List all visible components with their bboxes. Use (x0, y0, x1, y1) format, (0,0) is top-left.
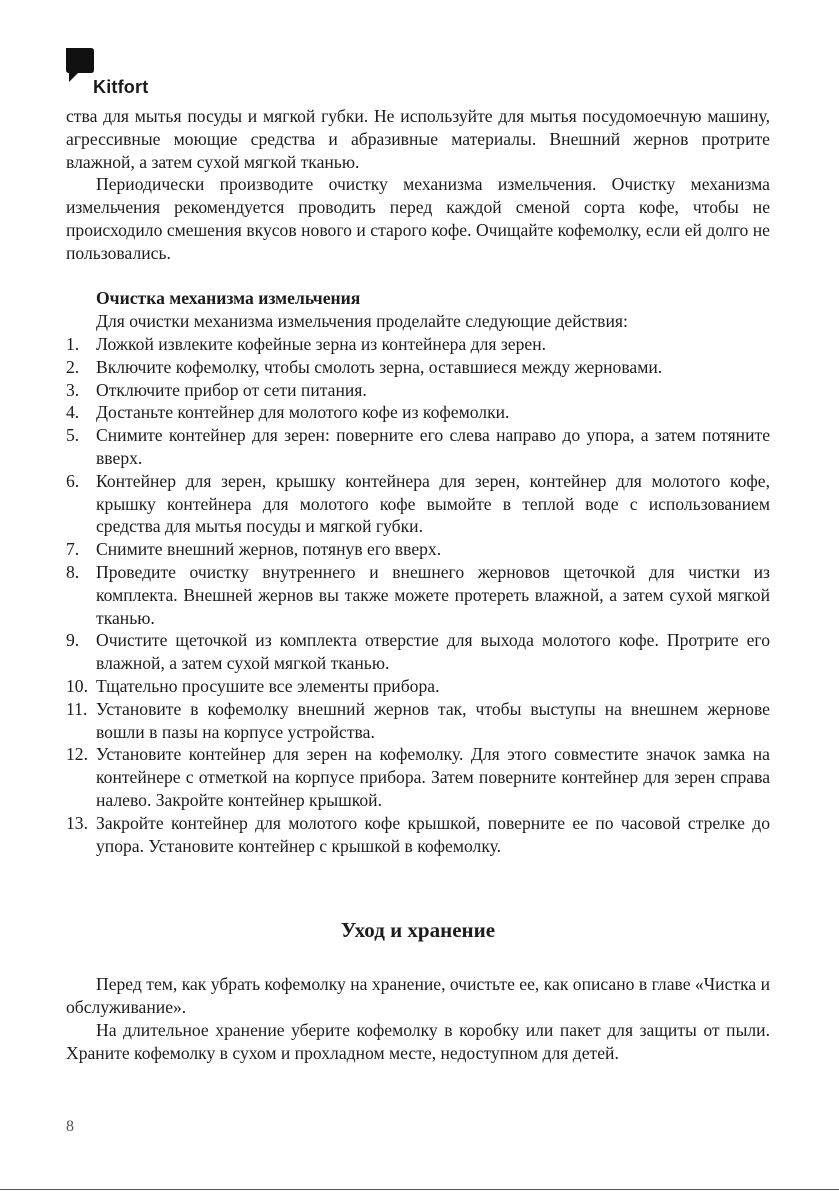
page-bottom-divider (0, 1189, 839, 1190)
cleaning-lead: Для очистки механизма измельчения проделайте следующие действия: (96, 311, 628, 332)
step-number: 12. (66, 744, 88, 765)
step-number: 13. (66, 812, 88, 833)
section-heading-storage: Уход и хранение (340, 918, 496, 943)
brand-name: Kitfort (93, 77, 149, 97)
step-text: Ложкой извлеките кофейные зерна из контейнера для зерен. (96, 333, 547, 354)
list-item (66, 629, 770, 675)
step-text: Включите кофемолку, чтобы смолоть зерна, оставшиеся между жерновами. (96, 356, 663, 377)
step-text: Закройте контейнер для молотого кофе крышкой, поверните ее по часовой стрелке до упора. Установите контейнер с крышкой в кофемолку. (96, 812, 770, 856)
list-item (66, 538, 770, 561)
step-number: 9. (66, 630, 80, 651)
step-number: 11. (66, 698, 88, 719)
kitfort-logo-icon (66, 48, 94, 82)
step-text: Достаньте контейнер для молотого кофе из кофемолки. (96, 402, 510, 423)
list-item (66, 812, 770, 858)
step-text: Снимите внешний жернов, потянув его вверх. (96, 539, 442, 560)
cleaning-steps-list (66, 333, 770, 857)
list-item (66, 379, 770, 402)
step-text: Проведите очистку внутреннего и внешнего жерновов щеточкой для чистки из комплекта. Внешней жернов вы также можете протереть влажной, а затем сухой мягкой тканью. (96, 561, 770, 628)
list-item (66, 356, 770, 379)
intro-paragraph: Периодически производите очистку механизма измельчения. Очистку механизма измельчения рекомендуется проводить перед каждой сменой сорта кофе, чтобы не происходило смешения вкусов нового и старого кофе. Очищайте кофемолку, если ей долго не пользовались. (66, 174, 770, 263)
list-item (66, 424, 770, 470)
spacer (66, 265, 770, 288)
step-text: Отключите прибор от сети питания. (96, 379, 367, 400)
step-number: 2. (66, 356, 80, 377)
list-item (66, 698, 770, 744)
section-heading-cleaning: Очистка механизма измельчения (96, 288, 361, 309)
step-text: Снимите контейнер для зерен: поверните его слева направо до упора, а затем потяните вверх. (96, 425, 770, 468)
step-text: Установите в кофемолку внешний жернов так, чтобы выступы на внешнем жернове вошли в пазы на корпусе устройства. (96, 698, 770, 742)
step-number: 1. (66, 333, 80, 354)
list-item (66, 743, 770, 811)
step-text: Контейнер для зерен, крышку контейнера для зерен, контейнер для молотого кофе, крышку контейнера для молотого кофе вымойте в теплой воде с использованием средства для мытья посуды и мягкой губки. (96, 470, 770, 537)
storage-paragraph: Перед тем, как убрать кофемолку на хранение, очистьте ее, как описано в главе «Чистка и обслуживание». (66, 974, 770, 1018)
page-content (66, 105, 770, 1064)
list-item (66, 675, 770, 698)
storage-paragraph: На длительное хранение уберите кофемолку в коробку или пакет для защиты от пыли. Храните кофемолку в сухом и прохладном месте, недоступном для детей. (66, 1019, 770, 1063)
list-item (66, 470, 770, 538)
step-number: 3. (66, 379, 80, 400)
step-text: Установите контейнер для зерен на кофемолку. Для этого совместите значок замка на контейнере с отметкой на корпусе прибора. Затем поверните контейнер для зерен справа налево. Закройте контейнер крышкой. (96, 744, 770, 810)
list-item (66, 401, 770, 424)
step-number: 7. (66, 539, 80, 560)
page-number: 8 (66, 1118, 74, 1135)
step-number: 8. (66, 561, 80, 582)
step-number: 4. (66, 402, 80, 423)
step-number: 6. (66, 470, 80, 491)
step-text: Тщательно просушите все элементы прибора. (96, 675, 440, 696)
step-number: 10. (66, 675, 88, 696)
list-item (66, 333, 770, 356)
list-item (66, 561, 770, 629)
step-number: 5. (66, 425, 80, 446)
step-text: Очистите щеточкой из комплекта отверстие для выхода молотого кофе. Протрите его влажной, а затем сухой мягкой тканью. (96, 630, 770, 674)
intro-paragraph: ства для мытья посуды и мягкой губки. Не используйте для мытья посудомоечную машину, агрессивные моющие средства и абразивные материалы. Внешний жернов протрите влажной, а затем сухой мягкой тканью. (66, 106, 770, 172)
